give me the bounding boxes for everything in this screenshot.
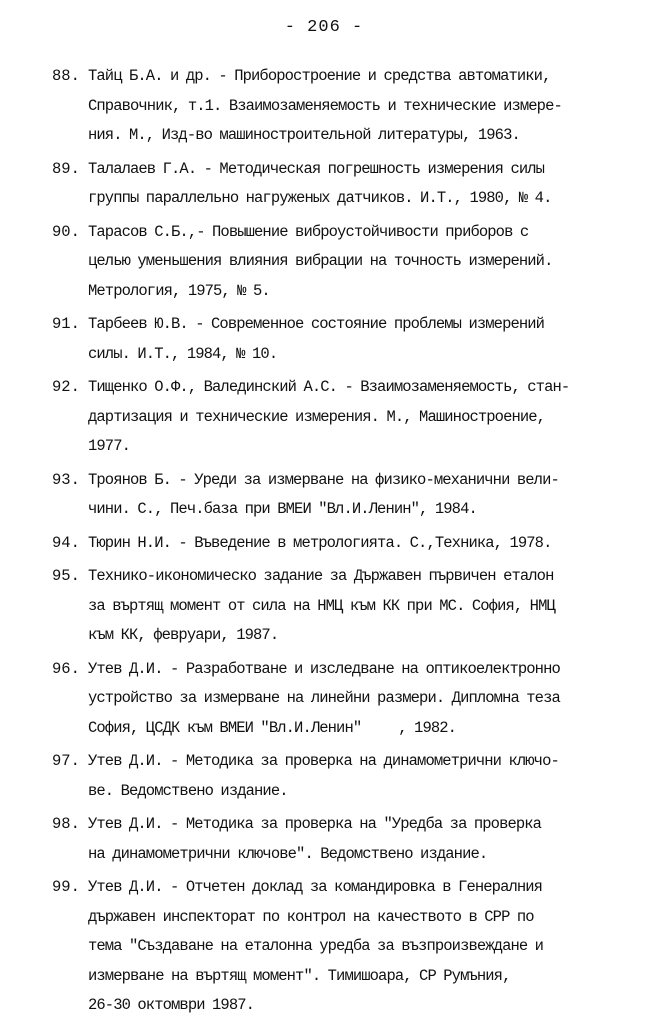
reference-number: 94. [52, 533, 80, 552]
reference-text-line: ве. Ведомствено издание. [88, 781, 288, 800]
reference-text-line: Троянов Б. - Уреди за измерване на физико-механични вели- [88, 470, 559, 489]
reference-text-line: Метрология, 1975, № 5. [88, 281, 270, 300]
reference-item [52, 466, 622, 525]
reference-number: 88. [52, 67, 80, 85]
reference-text-line: София, ЦСДК към ВМЕИ "Вл.И.Ленин" , 1982. [88, 718, 457, 737]
reference-item [52, 562, 622, 651]
reference-number: 93. [52, 470, 80, 489]
reference-item [52, 310, 622, 369]
reference-text-line: Тюрин Н.И. - Въведение в метрологията. С.,Техника, 1978. [88, 533, 552, 552]
reference-item [52, 655, 622, 744]
reference-number: 96. [52, 659, 80, 678]
reference-text-line: към КК, февруари, 1987. [88, 626, 279, 644]
reference-item [52, 155, 622, 214]
reference-text-line: целью уменьшения влияния вибрации на точность измерений. [88, 252, 553, 270]
reference-text-line: Талалаев Г.А. - Методическая погрешность измерения силы [88, 159, 545, 178]
reference-number: 89. [52, 159, 80, 178]
reference-number: 92. [52, 378, 80, 396]
reference-item [52, 373, 622, 462]
reference-item [52, 218, 622, 307]
reference-item [52, 873, 622, 1021]
reference-text-line: 1977. [88, 437, 131, 455]
reference-number: 91. [52, 315, 80, 333]
reference-item [52, 62, 622, 151]
reference-text-line: тема "Създаване на еталонна уредба за възпроизвеждане и [88, 937, 544, 955]
reference-number: 97. [52, 752, 80, 770]
reference-text-line: измерване на въртящ момент". Тимишоара, СР Румъния, [88, 966, 511, 985]
reference-text-line: на динамометрични ключове". Ведомствено издание. [88, 844, 488, 863]
reference-text-line: группы параллельно нагруженых датчиков. И.Т., 1980, № 4. [88, 189, 552, 207]
reference-text-line: Утев Д.И. - Разработване и изследване на оптикоелектронно [88, 659, 560, 678]
page-number: - 206 - [284, 18, 364, 37]
reference-number: 99. [52, 878, 80, 896]
reference-text-line: чини. С., Печ.база при ВМЕИ "Вл.И.Ленин", 1984. [88, 500, 477, 518]
reference-text-line: устройство за измерване на линейни размери. Дипломна теза [88, 689, 560, 707]
reference-text-line: Тарасов С.Б.,- Повышение виброустойчивости приборов с [88, 222, 529, 241]
reference-number: 98. [52, 815, 80, 833]
reference-text-line: Справочник, т.1. Взаимозаменяемость и технические измере- [88, 96, 562, 115]
reference-number: 95. [52, 567, 80, 585]
reference-text-line: за въртящ момент от сила на НМЦ към КК при МС. София, НМЦ [88, 596, 555, 615]
reference-text-line: Тищенко О.Ф., Валединский А.С. - Взаимозаменяемость, стан- [88, 378, 570, 396]
reference-text-line: ния. М., Изд-во машиностроительной литературы, 1963. [88, 126, 520, 144]
reference-text-line: Утев Д.И. - Методика за проверка на динамометрични ключо- [88, 752, 559, 770]
reference-number: 90. [52, 222, 80, 241]
reference-item [52, 747, 622, 806]
reference-list [52, 62, 622, 1025]
reference-text-line: Тарбеев Ю.В. - Современное состояние проблемы измерений [88, 315, 545, 333]
reference-text-line: Технико-икономическо задание за Държавен първичен еталон [88, 567, 554, 585]
reference-text-line: Утев Д.И. - Отчетен доклад за командировка в Генералния [88, 878, 543, 896]
reference-item [52, 529, 622, 559]
reference-text-line: Тайц Б.А. и др. - Приборостроение и средства автоматики, [88, 67, 551, 85]
reference-text-line: Утев Д.И. - Методика за проверка на "Уредба за проверка [88, 815, 542, 833]
reference-item [52, 810, 622, 869]
reference-text-line: силы. И.Т., 1984, № 10. [88, 344, 278, 363]
reference-text-line: 26-30 октомври 1987. [88, 996, 255, 1014]
reference-text-line: държавен инспекторат по контрол на качеството в СРР по [88, 907, 534, 926]
reference-text-line: дартизация и технические измерения. М., Машиностроение, [88, 407, 546, 426]
